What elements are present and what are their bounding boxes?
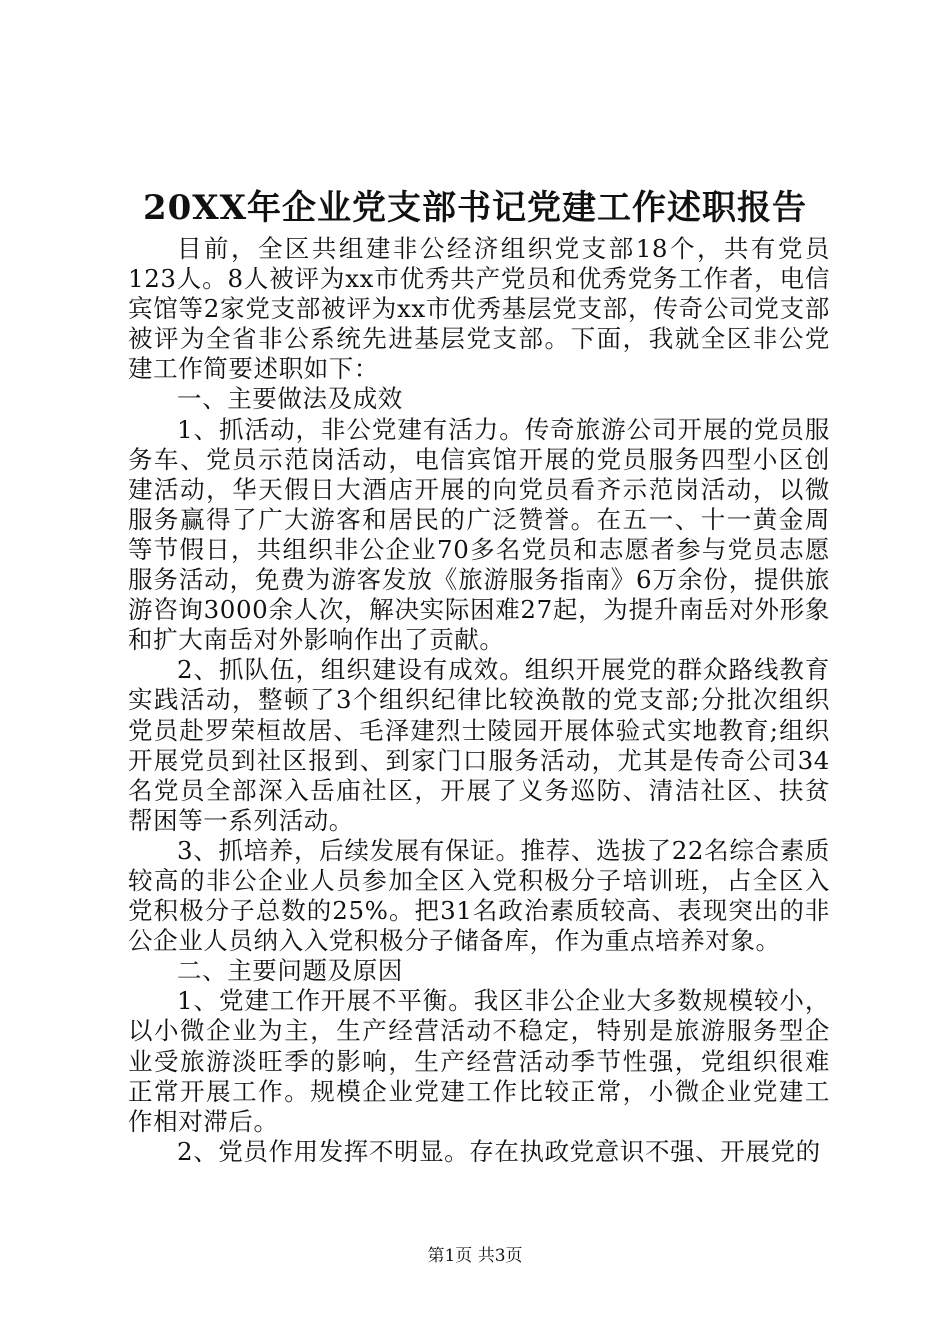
paragraph-team: 2、抓队伍，组织建设有成效。组织开展党的群众路线教育实践活动，整顿了3个组织纪律比较涣散的党支部;分批次组织党员赴罗荣桓故居、毛泽建烈士陵园开展体验式实地教育;组织开展党员到社区报到、到家门口服务活动，尤其是传奇公司34名党员全部深入岳庙社区，开展了义务巡防、清洁社区、扶贫帮困等一系列活动。 <box>128 655 830 835</box>
document-title: 20XX年企业党支部书记党建工作述职报告 <box>142 188 808 228</box>
page-footer: 第1页 共3页 <box>427 1246 523 1266</box>
paragraph-member-role: 2、党员作用发挥不明显。存在执政党意识不强、开展党的 <box>177 1136 821 1166</box>
document-body <box>128 234 830 1167</box>
paragraph-activities: 1、抓活动，非公党建有活力。传奇旅游公司开展的党员服务车、党员示范岗活动，电信宾馆开展的党员服务四型小区创建活动，华天假日大酒店开展的向党员看齐示范岗活动，以微服务赢得了广大游客和居民的广泛赞誉。在五一、十一黄金周等节假日，共组织非公企业70多名党员和志愿者参与党员志愿服务活动，免费为游客发放《旅游服务指南》6万余份，提供旅游咨询3000余人次，解决实际困难27起，为提升南岳对外形象和扩大南岳对外影响作出了贡献。 <box>128 414 830 655</box>
paragraph-intro: 目前，全区共组建非公经济组织党支部18个，共有党员123人。8人被评为xx市优秀共产党员和优秀党务工作者，电信宾馆等2家党支部被评为xx市优秀基层党支部，传奇公司党支部被评为全省非公系统先进基层党支部。下面，我就全区非公党建工作简要述职如下： <box>128 234 830 384</box>
paragraph-training: 3、抓培养，后续发展有保证。推荐、选拔了22名综合素质较高的非公企业人员参加全区入党积极分子培训班，占全区入党积极分子总数的25%。把31名政治素质较高、表现突出的非公企业人员纳入入党积极分子储备库，作为重点培养对象。 <box>128 835 830 956</box>
section-heading-1: 一、主要做法及成效 <box>177 384 403 414</box>
section-heading-2: 二、主要问题及原因 <box>177 956 403 986</box>
paragraph-imbalance: 1、党建工作开展不平衡。我区非公企业大多数规模较小，以小微企业为主，生产经营活动不稳定，特别是旅游服务型企业受旅游淡旺季的影响，生产经营活动季节性强，党组织很难正常开展工作。规模企业党建工作比较正常，小微企业党建工作相对滞后。 <box>128 986 830 1136</box>
